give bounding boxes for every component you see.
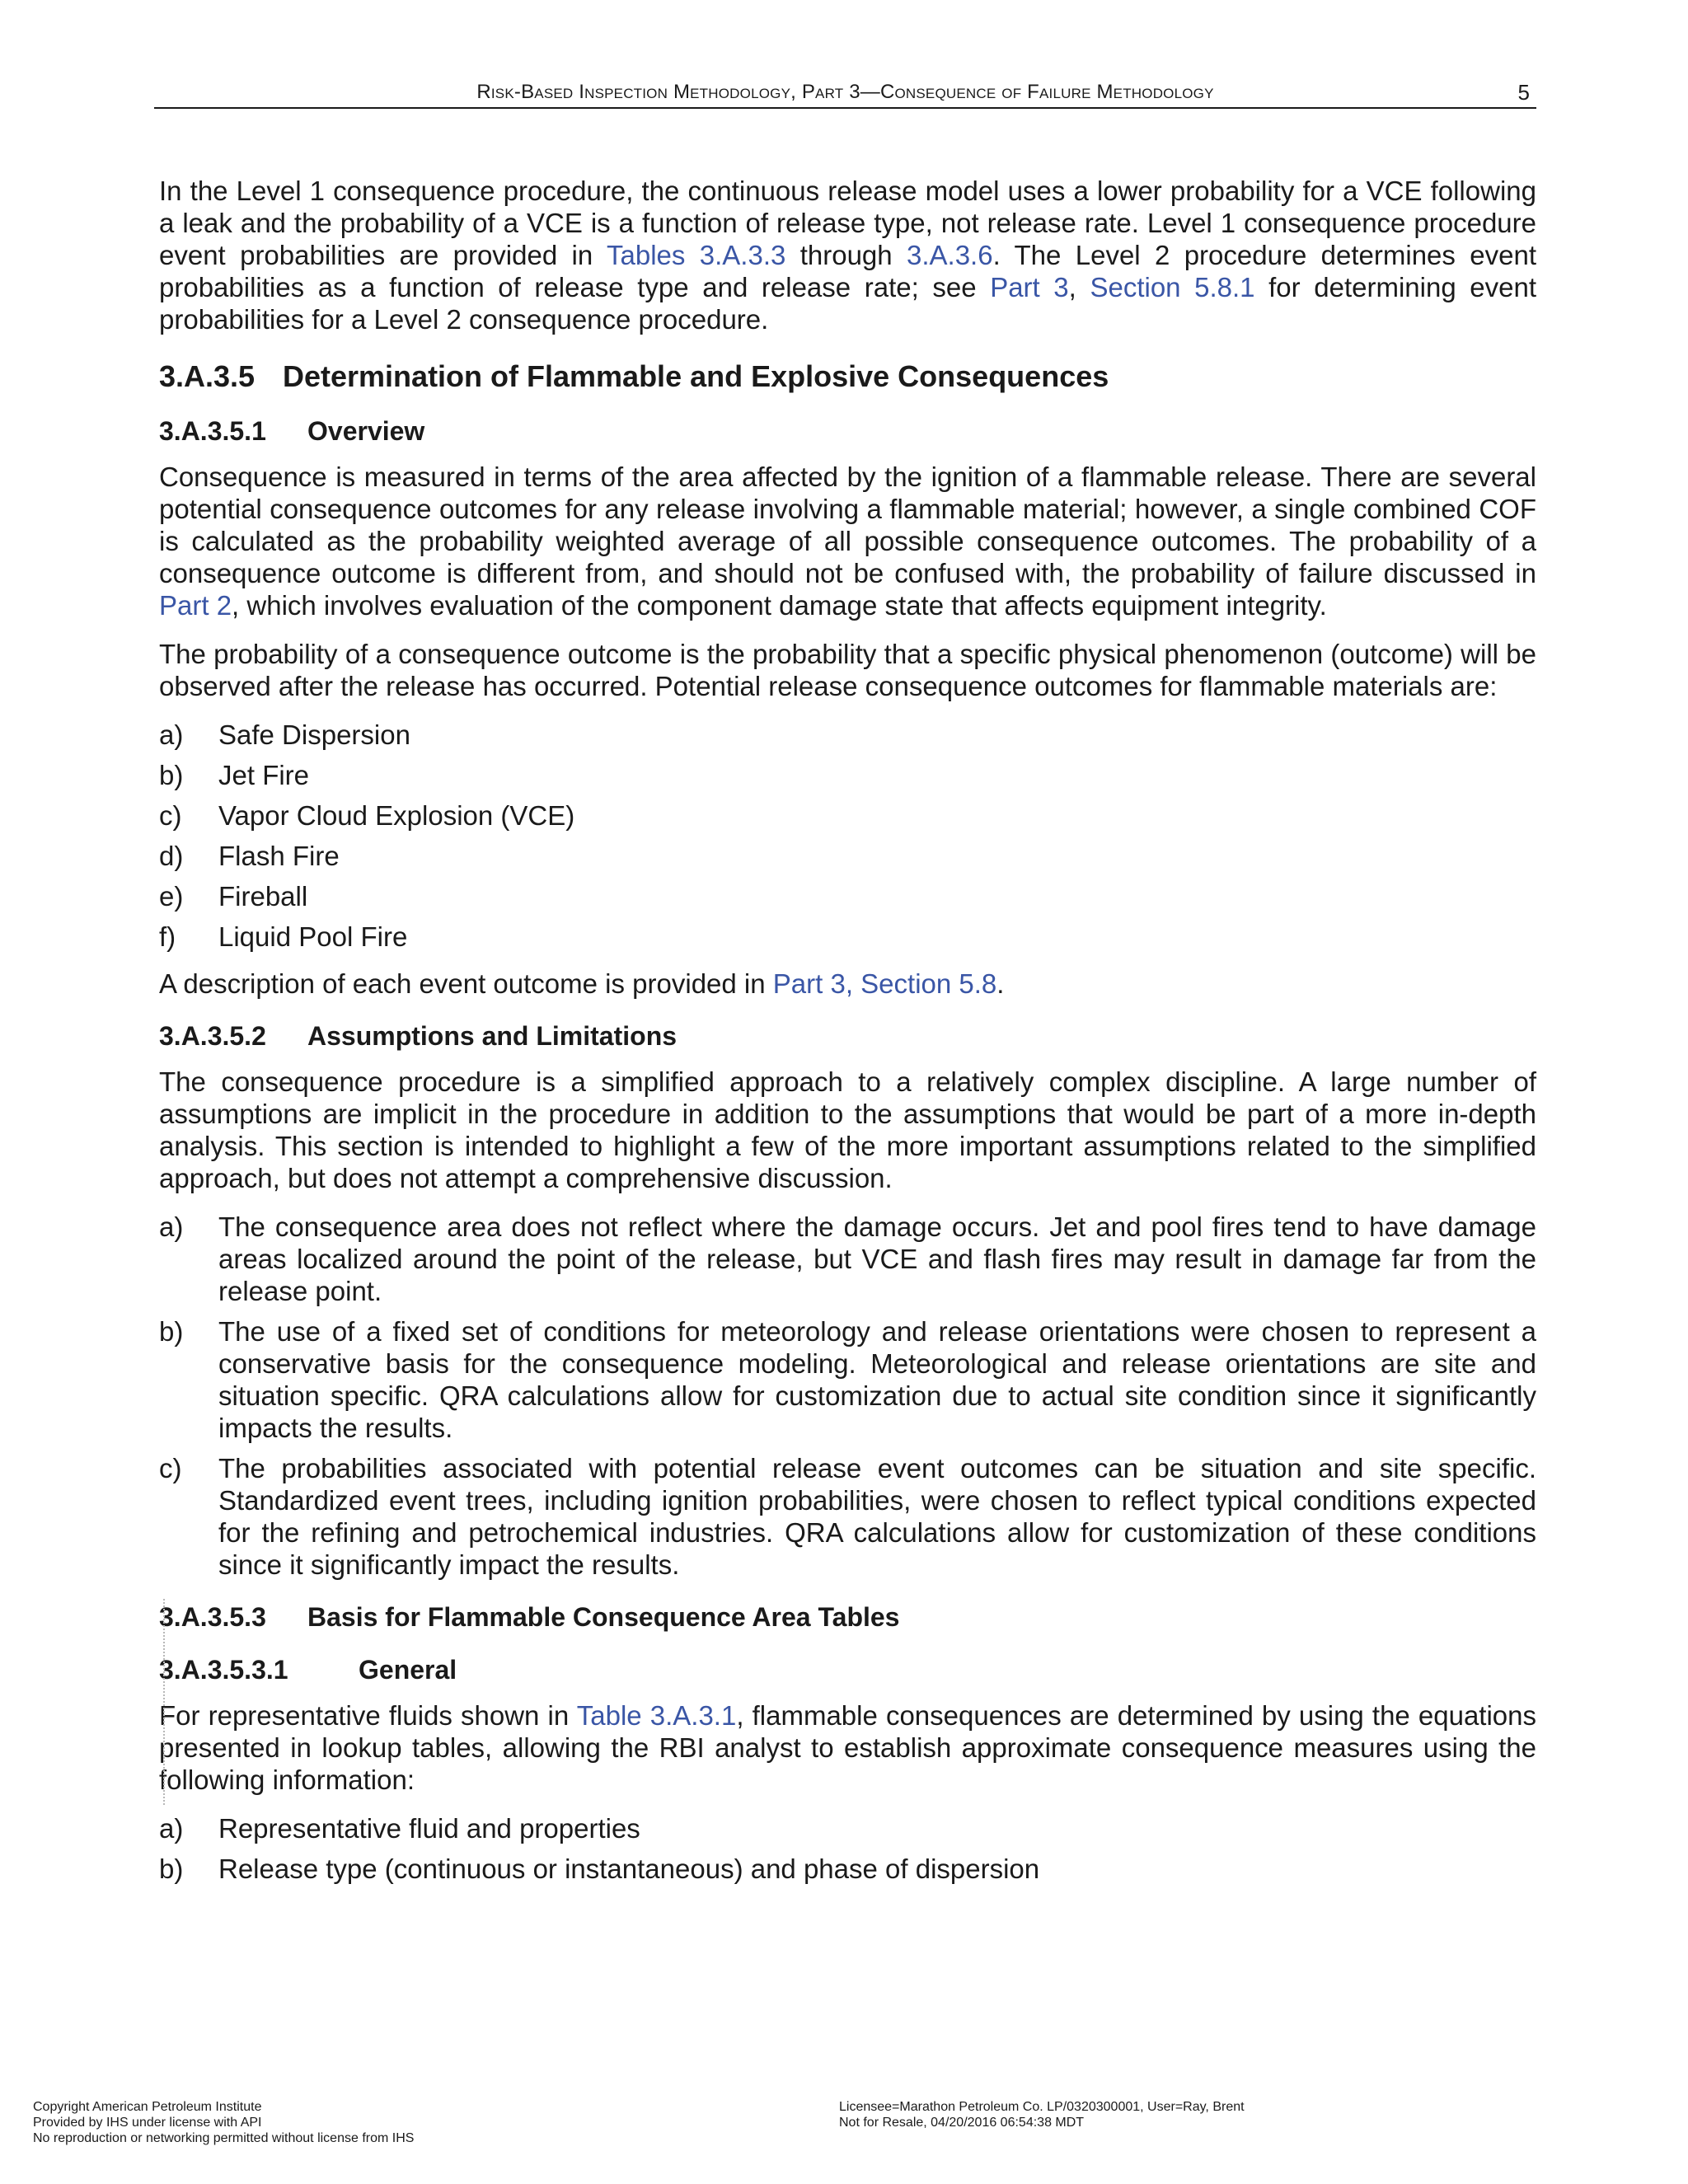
link-part-3-section-5-8[interactable]: Part 3, Section 5.8	[772, 968, 997, 999]
intro-text-5: for determining event probabilities for a Level 2 consequence procedure.	[159, 272, 1537, 335]
list-item	[159, 1853, 1536, 1885]
list-item	[159, 759, 1536, 791]
list-item	[159, 840, 1536, 872]
heading-title: Assumptions and Limitations	[307, 1021, 678, 1051]
link-section-5-8-1[interactable]: Section 5.8.1	[1090, 272, 1255, 302]
list-item	[159, 1315, 1536, 1444]
footer-line: Provided by IHS under license with API	[33, 2116, 262, 2130]
footer-licensee	[839, 2099, 1245, 2130]
page-number: 5	[1517, 80, 1530, 105]
intro-text-2: through	[785, 240, 907, 270]
heading-3-a-3-5-3-1	[159, 1653, 1536, 1686]
list-marker: a)	[159, 719, 184, 750]
heading-number: 3.A.3.5.3.1	[159, 1655, 288, 1685]
general-paragraph	[159, 1699, 1536, 1796]
overview-text-1: Consequence is measured in terms of the area affected by the ignition of a flammable release. There are several potential consequence outcomes for any release involving a flammable material; however, a single combined COF is calculated as the probability weighted average of all possible consequence outcomes. The probability of a consequence outcome is different from, and should not be confused with, the probability of failure discussed in	[159, 462, 1536, 588]
overview-paragraph-1	[159, 461, 1536, 621]
overview-text-4: .	[996, 968, 1005, 999]
footer-copyright	[33, 2099, 414, 2146]
list-item-text: Vapor Cloud Explosion (VCE)	[218, 800, 575, 831]
list-marker: a)	[159, 1212, 184, 1242]
assumptions-list	[159, 1211, 1536, 1581]
heading-title: General	[359, 1655, 457, 1685]
list-item-text: The probabilities associated with potential release event outcomes can be situation and site specific. Standardized event trees, including ignition probabilities, were chosen to reflect typical conditions expected for the refining and petrochemical industries. QRA calculations allow for customization of these conditions since it significantly impact the results.	[218, 1453, 1536, 1580]
list-item-text: Liquid Pool Fire	[218, 921, 408, 952]
footer-line: Not for Resale, 04/20/2016 06:54:38 MDT	[839, 2116, 1085, 2130]
overview-text-2: , which involves evaluation of the component damage state that affects equipment integrity.	[232, 590, 1327, 621]
list-marker: d)	[159, 841, 184, 871]
footer-line: No reproduction or networking permitted without license from IHS	[33, 2131, 415, 2145]
list-item-text: The consequence area does not reflect where the damage occurs. Jet and pool fires tend to have damage areas localized around the point of the release, but VCE and flash fires may result in damage far from the release point.	[218, 1212, 1536, 1306]
footer-line: Copyright American Petroleum Institute	[33, 2100, 262, 2114]
heading-number: 3.A.3.5.3	[159, 1602, 266, 1632]
list-item-text: Release type (continuous or instantaneous) and phase of dispersion	[218, 1854, 1040, 1884]
information-list	[159, 1812, 1536, 1885]
list-item-text: Flash Fire	[218, 841, 340, 871]
list-item	[159, 1812, 1536, 1844]
heading-3-a-3-5	[159, 359, 1536, 395]
general-text-2: , flammable consequences are determined by using the equations presented in lookup tables, allowing the RBI analyst to establish approximate consequence measures using the following information:	[159, 1700, 1537, 1795]
link-table-3-a-3-1[interactable]: Table 3.A.3.1	[576, 1700, 737, 1731]
list-marker: e)	[159, 881, 184, 912]
running-header-title: Risk-Based Inspection Methodology, Part 3—Consequence of Failure Methodology	[476, 81, 1214, 103]
page-header	[154, 79, 1536, 109]
link-part-2[interactable]: Part 2	[159, 590, 232, 621]
footer-line: Licensee=Marathon Petroleum Co. LP/0320300001, User=Ray, Brent	[839, 2100, 1245, 2114]
list-marker: a)	[159, 1813, 184, 1844]
list-marker: c)	[159, 1453, 182, 1483]
heading-3-a-3-5-1	[159, 415, 1536, 448]
list-item	[159, 1452, 1536, 1581]
list-item-text: Safe Dispersion	[218, 719, 410, 750]
intro-text-4: ,	[1068, 272, 1090, 302]
general-text-1: For representative fluids shown in	[159, 1700, 577, 1731]
intro-text-3: . The Level 2 procedure determines event probabilities as a function of release type and release rate; see	[159, 240, 1536, 302]
list-item-text: Fireball	[218, 881, 308, 912]
link-part-3[interactable]: Part 3	[990, 272, 1069, 302]
intro-text-1: In the Level 1 consequence procedure, the continuous release model uses a lower probability for a VCE following a leak and the probability of a VCE is a function of release type, not release rate. Level 1 consequence procedure event probabilities are provided in	[159, 176, 1536, 270]
list-item-text: Jet Fire	[218, 760, 310, 790]
list-marker: b)	[159, 1854, 184, 1884]
list-item	[159, 921, 1536, 953]
list-item	[159, 1211, 1536, 1307]
list-marker: f)	[159, 921, 176, 952]
list-item	[159, 880, 1536, 912]
heading-number: 3.A.3.5.2	[159, 1021, 266, 1051]
list-marker: b)	[159, 760, 184, 790]
list-item	[159, 799, 1536, 832]
heading-title: Overview	[307, 416, 425, 446]
list-item	[159, 719, 1536, 751]
intro-paragraph	[159, 175, 1536, 335]
heading-3-a-3-5-3	[159, 1601, 1536, 1633]
outcome-list	[159, 719, 1536, 953]
overview-text-3: A description of each event outcome is provided in	[159, 968, 773, 999]
overview-paragraph-3	[159, 968, 1536, 1000]
list-item-text: The use of a fixed set of conditions for meteorology and release orientations were chosen to represent a conservative basis for the consequence modeling. Meteorological and release orientations are site and situation specific. QRA calculations allow for customization due to actual site condition since it significantly impacts the results.	[218, 1316, 1536, 1443]
list-marker: c)	[159, 800, 182, 831]
heading-title: Determination of Flammable and Explosive Consequences	[283, 359, 1109, 393]
heading-number: 3.A.3.5	[159, 359, 256, 393]
heading-number: 3.A.3.5.1	[159, 416, 266, 446]
heading-3-a-3-5-2	[159, 1019, 1536, 1052]
document-body	[159, 175, 1536, 1900]
link-tables-3-a-3-3[interactable]: Tables 3.A.3.3	[607, 240, 786, 270]
heading-title: Basis for Flammable Consequence Area Tables	[307, 1602, 900, 1632]
link-3-a-3-6[interactable]: 3.A.3.6	[907, 240, 993, 270]
list-item-text: Representative fluid and properties	[218, 1813, 640, 1844]
overview-paragraph-2: The probability of a consequence outcome is the probability that a specific physical phenomenon (outcome) will be observed after the release has occurred. Potential release consequence outcomes for flammable materials are:	[159, 639, 1536, 701]
list-marker: b)	[159, 1316, 184, 1347]
margin-dotted-mark	[163, 1599, 171, 1805]
assumptions-paragraph: The consequence procedure is a simplified approach to a relatively complex discipline. A large number of assumptions are implicit in the procedure in addition to the assumptions that would be part of a more in-depth analysis. This section is intended to highlight a few of the more important assumptions related to the simplified approach, but does not attempt a comprehensive discussion.	[159, 1066, 1536, 1193]
